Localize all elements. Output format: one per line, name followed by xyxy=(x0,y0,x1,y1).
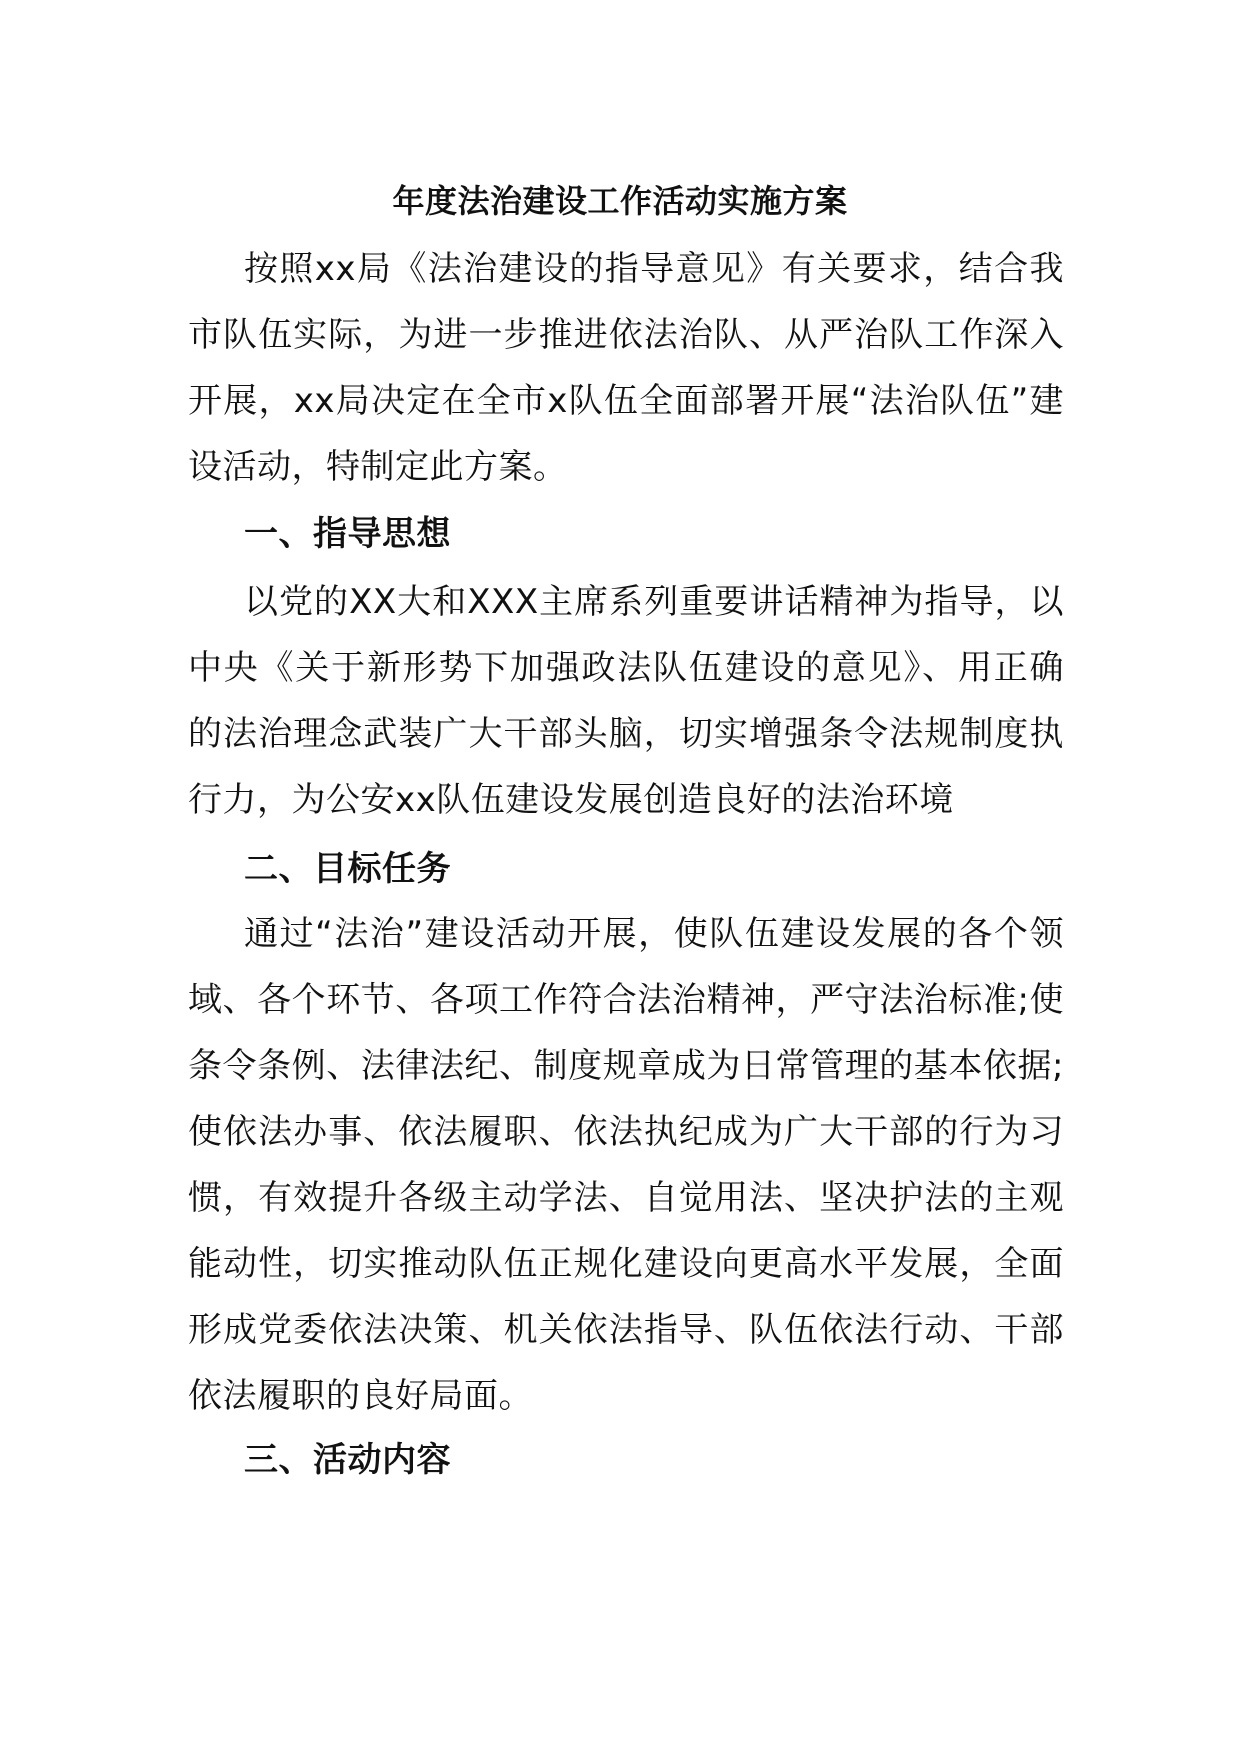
section-heading-activity-content: 三、活动内容 xyxy=(244,1440,451,1480)
section-body-goals-tasks: 通过“法治”建设活动开展，使队伍建设发展的各个领域、各个环节、各项工作符合法治精神，严守法治标准;使条令条例、法律法纪、制度规章成为日常管理的基本依据;使依法办事、依法履职、依法执纪成为广大干部的行为习惯，有效提升各级主动学法、自觉用法、坚决护法的主观能动性，切实推动队伍正规化建设向更高水平发展，全面形成党委依法决策、机关依法指导、队伍依法行动、干部依法履职的良好局面。 xyxy=(188,914,1064,1416)
intro-paragraph: 按照xx局《法治建设的指导意见》有关要求，结合我市队伍实际，为进一步推进依法治队、从严治队工作深入开展，xx局决定在全市x队伍全面部署开展“法治队伍”建设活动，特制定此方案。 xyxy=(188,249,1064,487)
section-heading-guiding-ideology: 一、指导思想 xyxy=(244,514,451,554)
document-title: 年度法治建设工作活动实施方案 xyxy=(392,182,848,220)
section-heading-goals-tasks: 二、目标任务 xyxy=(244,849,451,889)
section-body-guiding-ideology: 以党的XX大和XXX主席系列重要讲话精神为指导，以中央《关于新形势下加强政法队伍建设的意见》、用正确的法治理念武装广大干部头脑，切实增强条令法规制度执行力，为公安xx队伍建设发展创造良好的法治环境 xyxy=(188,582,1064,820)
